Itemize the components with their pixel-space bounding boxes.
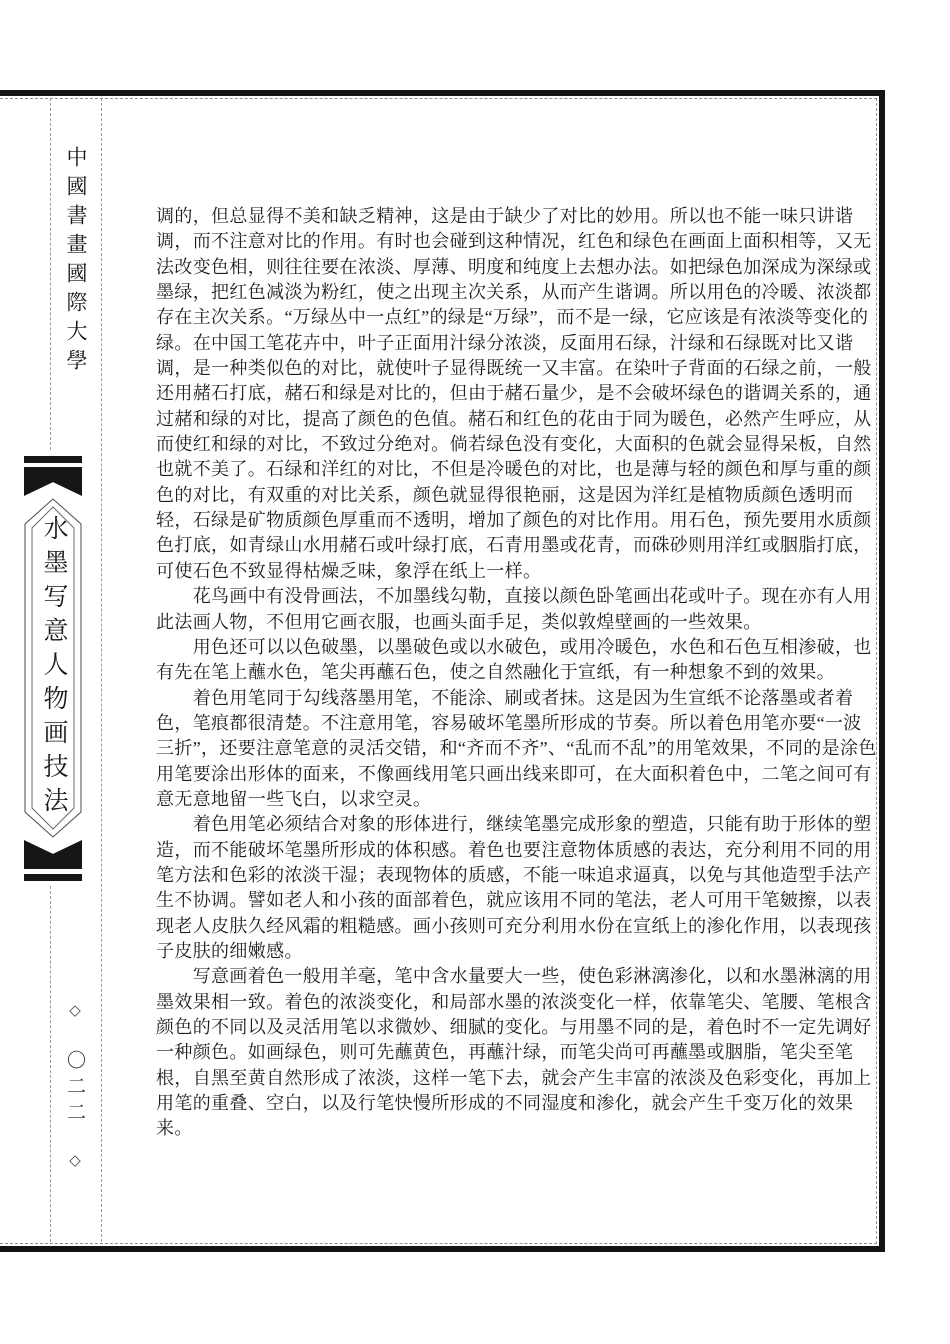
body-text-line: 三折”，还要注意笔意的灵活交错，和“齐而不齐”、“乱而不乱”的用笔效果，不同的是涂色 (156, 738, 877, 759)
page-number (65, 1001, 84, 1177)
body-text-line: 调，是一种类似色的对比，就使叶子显得既统一又丰富。在染叶子背面的石绿之前，一般 (156, 358, 872, 379)
body-text-line: 子皮肤的细嫩感。 (156, 940, 303, 961)
body-text-line: 用色还可以以色破墨，以墨破色或以水破色，或用冷暖色，水色和石色互相渗破，也 (156, 636, 872, 657)
body-text-line: 造，而不能破坏笔墨所形成的体积感。着色也要注意物体质感的表达，充分利用不同的用 (156, 839, 872, 860)
body-text-line: 法改变色相，则往往要在浓淡、厚薄、明度和纯度上去想办法。如把绿色加深成为深绿或 (156, 256, 872, 277)
frame-right-rule (879, 90, 885, 1252)
body-text-line: 意无意地留一些飞白，以求空灵。 (156, 788, 432, 809)
banner-bottom-ribbon (24, 840, 82, 869)
body-text-line: 而使红和绿的对比，不致过分绝对。倘若绿色没有变化，大面积的色就会显得呆板，自然 (156, 434, 872, 455)
body-text-line: 色，笔痕都很清楚。不注意用笔，容易破坏笔墨所形成的节奏。所以着色用笔亦要“一波 (156, 712, 862, 733)
body-text-line: 存在主次关系。“万绿丛中一点红”的绿是“万绿”，而不是一绿，它应该是有浓淡等变化的 (156, 307, 869, 328)
body-text-line: 一种颜色。如画绿色，则可先蘸黄色，再蘸汁绿，而笔尖尚可再蘸墨或胭脂，笔尖至笔 (156, 1042, 854, 1063)
banner-bottom-bar (24, 874, 82, 881)
body-text-line: 可使石色不致显得枯燥乏味，象浮在纸上一样。 (156, 560, 542, 581)
body-text-line: 笔方法和色彩的浓淡干湿；表现物体的质感，不能一味追求逼真，以免与其他造型手法产 (156, 864, 872, 885)
body-text-line: 颜色的不同以及灵活用笔以求微妙、细腻的变化。与用墨不同的是，着色时不一定先调好 (156, 1017, 872, 1037)
series-title: 水墨写意人物画技法 (40, 515, 67, 821)
diamond-ornament-top: ◇ (66, 1001, 82, 1027)
body-text-line: 现老人皮肤久经风霜的粗糙感。画小孩则可充分利用水份在宣纸上的渗化作用，以表现孩 (156, 915, 872, 936)
body-text-line: 根，自黑至黄自然形成了浓淡，这样一笔下去，就会产生丰富的浓淡及色彩变化，再加上 (156, 1067, 872, 1088)
frame-top-rule (0, 90, 885, 96)
series-banner (24, 456, 82, 882)
body-text-line: 此法画人物，不但用它画衣服，也画头面手足，类似敦煌壁画的一些效果。 (156, 611, 762, 632)
body-text-line: 色打底，如青绿山水用赭石或叶绿打底，石青用墨或花青，而硃砂则用洋红或胭脂打底， (156, 535, 872, 556)
body-text-line: 来。 (156, 1118, 193, 1139)
column-rule-inner-bottom (50, 886, 51, 1242)
body-text-line: 调，而不注意对比的作用。有时也会碰到这种情况，红色和绿色在画面上面积相等，又无 (156, 231, 872, 252)
body-text-line: 色的对比，有双重的对比关系，颜色就显得很艳丽，这是因为洋红是植物质颜色透明而 (156, 484, 854, 505)
banner-top-bar (24, 456, 82, 463)
body-text-line: 着色用笔必须结合对象的形体进行，继续笔墨完成形象的塑造，只能有助于形体的塑 (156, 814, 872, 835)
body-text-line: 墨绿，把红色减淡为粉红，使之出现主次关系，从而产生谐调。所以用色的冷暖、浓淡都 (156, 282, 872, 303)
body-text-line: 着色用笔同于勾线落墨用笔，不能涂、刷或者抹。这是因为生宣纸不论落墨或者着 (156, 687, 854, 708)
body-text-line: 还用赭石打底，赭石和绿是对比的，但由于赭石量少，是不会破坏绿色的谐调关系的，通 (156, 383, 872, 404)
body-text-line: 花鸟画中有没骨画法，不加墨线勾勒，直接以颜色卧笔画出花或叶子。现在亦有人用 (156, 586, 872, 607)
institution-title: 中國書畫國際大學 (64, 146, 88, 378)
frame-bottom-rule (0, 1246, 885, 1252)
body-text-line: 有先在笔上蘸水色，笔尖再蘸石色，使之自然融化于宣纸，有一种想象不到的效果。 (156, 662, 835, 683)
body-text-line: 过赭和绿的对比，提高了颜色的色值。赭石和红色的花由于同为暖色，必然产生呼应，从 (156, 408, 872, 429)
body-text-line: 绿。在中国工笔花卉中，叶子正面用汁绿分浓淡，反面用石绿，汁绿和石绿既对比又谐 (156, 332, 854, 353)
body-text-line: 写意画着色一般用羊毫，笔中含水量要大一些，使色彩淋漓渗化，以和水墨淋漓的用 (156, 966, 872, 987)
body-text-line: 墨效果相一致。着色的浓淡变化，和局部水墨的浓淡变化一样，依靠笔尖、笔腰、笔根含 (156, 991, 872, 1012)
body-text-line: 生不协调。譬如老人和小孩的面部着色，就应该用不同的笔法，老人可用干笔皴擦，以表 (156, 890, 872, 911)
banner-cartouche (24, 498, 82, 838)
body-text-line: 也就不美了。石绿和洋红的对比，不但是冷暖色的对比，也是薄与轻的颜色和厚与重的颜 (156, 459, 872, 480)
column-rule-inner-top (50, 98, 51, 450)
banner-top-ribbon (24, 467, 82, 496)
folio-number: 〇二二 (64, 1050, 85, 1128)
body-text-line: 调的，但总显得不美和缺乏精神，这是由于缺少了对比的妙用。所以也不能一味只讲谐 (156, 206, 854, 226)
column-rule-outer (101, 98, 102, 1242)
body-text-line: 用笔的重叠、空白，以及行笔快慢所形成的不同湿度和渗化，就会产生千变万化的效果 (156, 1093, 854, 1114)
diamond-ornament-bottom: ◇ (66, 1151, 82, 1177)
body-text-line: 轻，石绿是矿物质颜色厚重而不透明，增加了颜色的对比作用。用石色，预先要用水质颜 (156, 510, 872, 531)
body-text-line: 用笔要涂出形体的面来，不像画线用笔只画出线来即可，在大面积着色中，二笔之间可有 (156, 763, 872, 784)
body-text (156, 204, 877, 1142)
